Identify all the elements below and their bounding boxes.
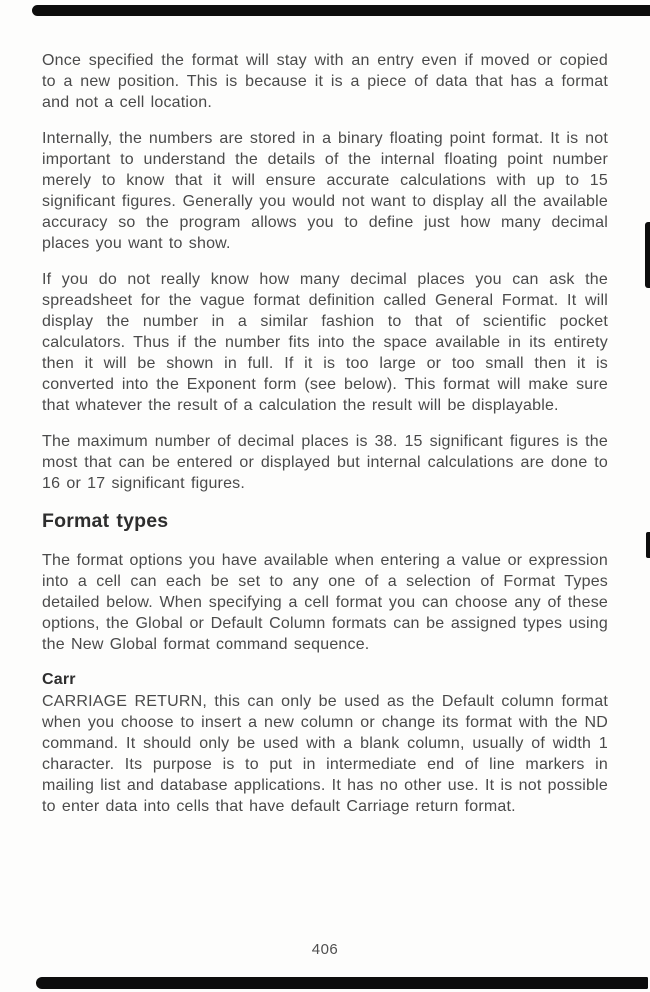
scan-artifact-right-mark	[645, 222, 650, 288]
section-heading-format-types: Format types	[42, 510, 169, 532]
scan-artifact-bottom-bar	[36, 977, 648, 989]
subsection-heading-carr: Carr	[42, 671, 76, 688]
paragraph-carriage-return: CARRIAGE RETURN, this can only be used as the Default column format when you choose to insert a new column or change its format with the ND command. It should only be used with a blank column, usually of width 1 character. Its purpose is to put in intermediate end of line markers in mailing list and database applications. It has no other use. It is not possible to enter data into cells that have default Carriage return format.	[42, 693, 608, 815]
paragraph-format-options: The format options you have available when entering a value or expression into a cell can each be set to any one of a selection of Format Types detailed below. When specifying a cell format you can choose any of these options, the Global or Default Column formats can be assigned types using the New Global format command sequence.	[42, 552, 608, 653]
paragraph-format-persistence: Once specified the format will stay with an entry even if moved or copied to a new position. This is because it is a piece of data that has a format and not a cell location.	[42, 52, 608, 111]
paragraph-decimal-places: The maximum number of decimal places is 38. 15 significant figures is the most that can be entered or displayed but internal calculations are done to 16 or 17 significant figures.	[42, 433, 608, 492]
paragraph-internal-storage: Internally, the numbers are stored in a binary floating point format. It is not important to understand the details of the internal floating point number merely to know that it will ensure accurate calculations with up to 15 significant figures. Generally you would not want to display all the available accuracy so the program allows you to define just how many decimal places you want to show.	[42, 130, 608, 252]
scan-artifact-right-mark	[646, 532, 650, 558]
paragraph-general-format: If you do not really know how many decimal places you can ask the spreadsheet for the vague format definition called General Format. It will display the number in a similar fashion to that of scientific pocket calculators. Thus if the number fits into the space available in its entirety then it will be shown in full. If it is too large or too small then it is converted into the Exponent form (see below). This format will make sure that whatever the result of a calculation the result will be displayable.	[42, 271, 608, 414]
page-content	[42, 0, 608, 832]
page-number: 406	[311, 941, 339, 958]
